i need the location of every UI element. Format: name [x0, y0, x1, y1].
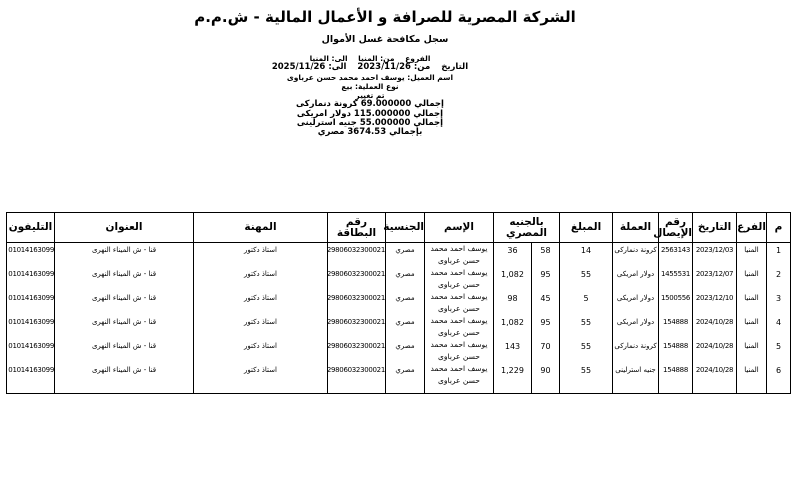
- total-line: إجمالي 55.000000 جنيه استرلينى: [296, 118, 444, 129]
- op-type-filter: [250, 82, 490, 91]
- table-row: 1 المنيا 2023/12/03 2563143 كرونة دنماركى 14 58 36 يوسف احمد محمد حسن عرباوى مصري 29806032300021 استاذ دكتور قنا - ش الميناء النهرى 01014163099: [7, 243, 791, 268]
- total-line: إجمالي 69.000000 كرونة دنماركى: [296, 99, 444, 110]
- col-address: العنوان: [55, 213, 194, 243]
- report-title: سجل مكافحة غسل الأموال: [321, 34, 449, 45]
- total-line: بإجمالي 3674.53 مصري: [317, 127, 423, 138]
- date-from-label: من:: [413, 62, 431, 73]
- date-label: التاريخ: [441, 62, 469, 73]
- date-from: 2023/11/26: [357, 62, 411, 73]
- date-to-label: الى:: [328, 62, 347, 73]
- client-label: اسم العميل:: [407, 72, 454, 82]
- col-job: المهنة: [194, 213, 328, 243]
- col-card: رقم البطاقة: [328, 213, 386, 243]
- col-phone: التليفون: [7, 213, 55, 243]
- col-currency: العملة: [613, 213, 659, 243]
- col-m: م: [767, 213, 791, 243]
- table-header: [7, 213, 791, 243]
- col-branch: الفرع: [737, 213, 767, 243]
- status-text: تم تغيير: [355, 91, 385, 101]
- total-line: إجمالي 115.000000 دولار امريكى: [296, 108, 444, 119]
- col-amount: المبلغ: [560, 213, 613, 243]
- table-row: 4 المنيا 2024/10/28 154888 دولار امريكى 55 95 1,082 يوسف احمد محمد حسن عرباوى مصري 29806032300021 استاذ دكتور قنا - ش الميناء النهرى 01014163099: [7, 315, 791, 339]
- branch-to-label: الى:: [331, 54, 348, 63]
- table-row: 2 المنيا 2023/12/07 1455531 دولار امريكى 55 95 1,082 يوسف احمد محمد حسن عرباوى مصري 29806032300021 استاذ دكتور قنا - ش الميناء النهرى 01014163099: [7, 267, 791, 291]
- table-row: 3 المنيا 2023/12/10 1500556 دولار امريكى 5 45 98 يوسف احمد محمد حسن عرباوى مصري 29806032300021 استاذ دكتور قنا - ش الميناء النهرى 01014163099: [7, 291, 791, 315]
- op-type-label: نوع العملية:: [355, 81, 399, 91]
- branch-from: المنيا: [358, 54, 378, 63]
- report-header: [180, 6, 590, 45]
- branch-label: الفروع: [405, 54, 431, 63]
- col-name: الإسم: [425, 213, 494, 243]
- col-date: التاريخ: [693, 213, 737, 243]
- table-row: 5 المنيا 2024/10/28 154888 كرونة دنماركى 55 70 143 يوسف احمد محمد حسن عرباوى مصري 29806032300021 استاذ دكتور قنا - ش الميناء النهرى 01014163099: [7, 339, 791, 363]
- date-to: 2025/11/26: [271, 62, 326, 73]
- col-nationality: الجنسية: [386, 213, 425, 243]
- date-filter: [250, 63, 490, 72]
- branch-from-label: من:: [380, 54, 395, 63]
- op-type: بيع: [341, 81, 353, 91]
- client-name: يوسف احمد محمد حسن عرباوى: [286, 72, 405, 82]
- table-row: 6 المنيا 2024/10/28 154888 جنيه استرلينى 55 90 1,229 يوسف احمد محمد حسن عرباوى مصري 29806032300021 استاذ دكتور قنا - ش الميناء النهرى 01014163099: [7, 363, 791, 394]
- col-egp: بالجنيه المصري: [494, 213, 560, 243]
- branch-to: المنيا: [309, 54, 329, 63]
- transactions-table: [6, 212, 791, 394]
- client-filter: [250, 73, 490, 82]
- company-name: الشركة المصرية للصرافة و الأعمال المالية - ش.م.م: [194, 8, 576, 26]
- report-filters: [250, 54, 490, 138]
- col-receipt: رقم الإيصال: [659, 213, 693, 243]
